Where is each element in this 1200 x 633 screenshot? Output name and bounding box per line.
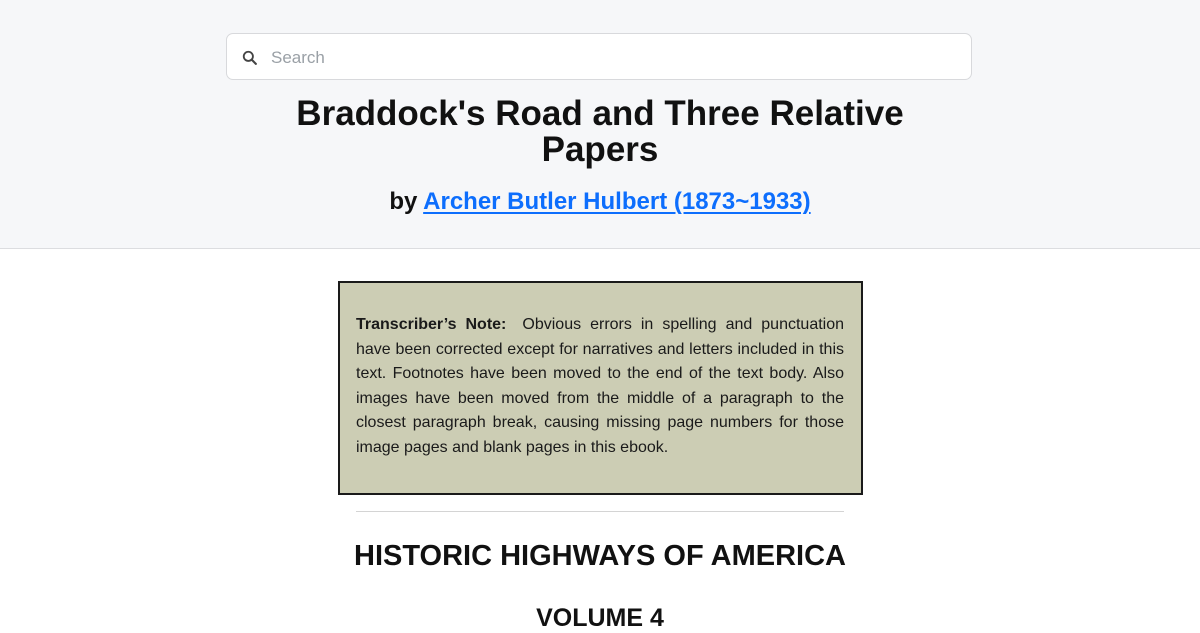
search-icon [240,48,260,68]
search-input[interactable] [269,40,953,76]
byline [200,186,1000,218]
transcriber-note-box [338,281,863,495]
author-link[interactable]: Archer Butler Hulbert (1873~1933) [423,188,811,215]
section-divider [356,511,844,512]
transcriber-note-text: Obvious errors in spelling and punctuation have been corrected except for narratives and letters included in this text. Footnotes have been moved to the end of the text body. Also images have been moved from the middle of a paragraph to the closest paragraph break, causing missing page numbers for those image pages and blank pages in this ebook. [356,316,845,456]
by-prefix: by [389,188,418,215]
transcriber-note-label: Transcriber’s Note: [356,316,507,333]
volume-title: VOLUME 4 [536,604,664,632]
book-title: Braddock's Road and Three Relative Papers [296,94,904,169]
series-title: HISTORIC HIGHWAYS OF AMERICA [354,540,846,572]
search-bar[interactable] [226,33,972,80]
transcriber-note [356,313,844,461]
page-header [0,0,1200,249]
